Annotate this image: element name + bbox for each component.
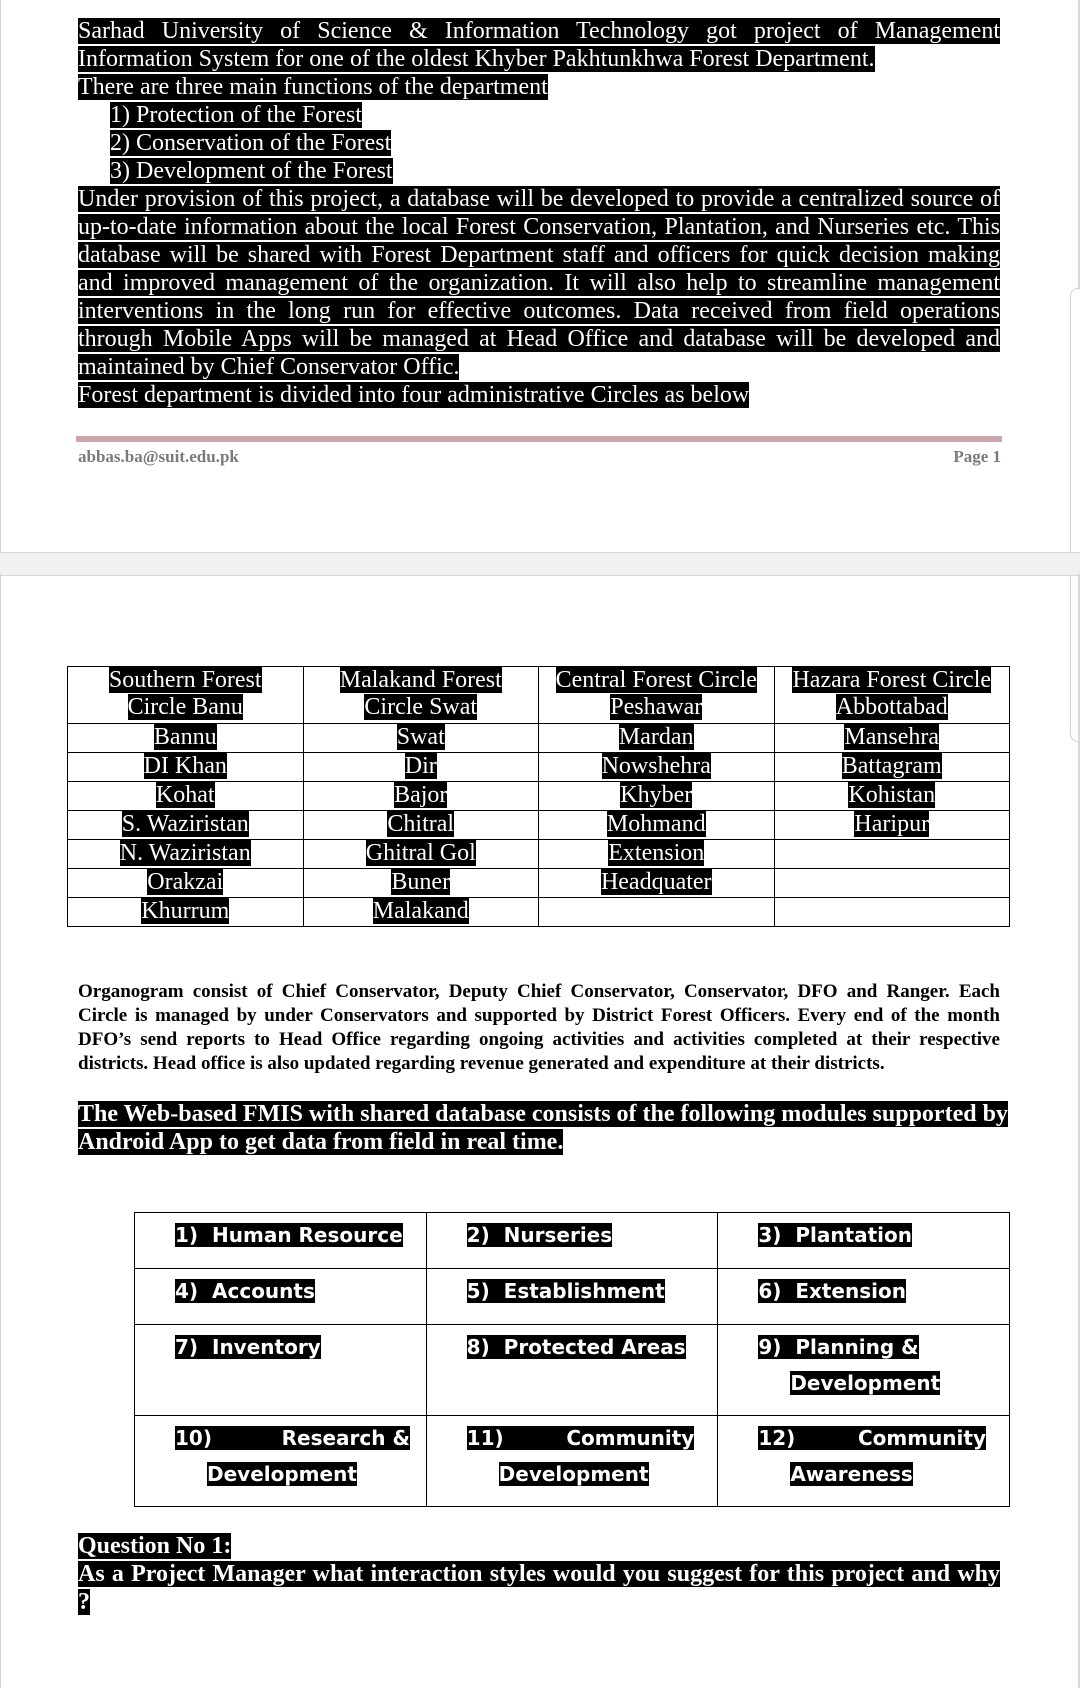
table-cell: Swat <box>303 724 539 753</box>
table-cell: Orakzai <box>68 869 304 898</box>
function-item: 2) Conservation of the Forest <box>110 130 392 156</box>
question-title: Question No 1: <box>78 1533 232 1559</box>
module-cell: 4) Accounts <box>135 1269 427 1325</box>
page-1-left-edge <box>0 0 1 552</box>
table-cell: Bannu <box>68 724 304 753</box>
module-cell: 1) Human Resource <box>135 1213 427 1269</box>
footer-page-number: Page 1 <box>953 447 1001 466</box>
organogram-paragraph: Organogram consist of Chief Conservator, Deputy Chief Conservator, Conservator, DFO and Ranger. Each Circle is managed by under Conservators and supported by District Forest Officers. Every end of the month DFO’s send reports to Head Office regarding ongoing activities and activities completed at their respective districts. Head office is also updated regarding revenue generated and expenditure at their districts. <box>78 981 1000 1074</box>
module-cell: 8) Protected Areas <box>426 1325 718 1416</box>
table-cell: Dir <box>303 753 539 782</box>
table-cell: Battagram <box>774 753 1010 782</box>
module-cell: 11) Community Development <box>426 1416 718 1507</box>
table-row <box>135 1213 1010 1269</box>
table-cell: Mardan <box>539 724 775 753</box>
table-cell <box>539 898 775 927</box>
table-row <box>68 782 1010 811</box>
question-text: As a Project Manager what interaction styles would you suggest for this project and why ? <box>78 1561 1000 1615</box>
circle-header: Central Forest Circle Peshawar <box>539 667 775 724</box>
table-row <box>68 753 1010 782</box>
table-cell: Chitral <box>303 811 539 840</box>
table-cell <box>774 840 1010 869</box>
intro-paragraph: Sarhad University of Science & Information Technology got project of Management Information System for one of the oldest Khyber Pakhtunkhwa Forest Department. <box>78 18 1000 72</box>
modules-heading: The Web-based FMIS with shared database consists of the following modules supported by Android App to get data from field in real time. <box>78 1101 1008 1155</box>
table-header-row <box>68 667 1010 724</box>
table-row <box>68 811 1010 840</box>
table-cell: Ghitral Gol <box>303 840 539 869</box>
module-cell: 5) Establishment <box>426 1269 718 1325</box>
module-cell: 9) Planning & Development <box>718 1325 1010 1416</box>
table-row <box>68 840 1010 869</box>
circle-header: Malakand Forest Circle Swat <box>303 667 539 724</box>
module-cell: 3) Plantation <box>718 1213 1010 1269</box>
module-cell: 7) Inventory <box>135 1325 427 1416</box>
modules-table <box>134 1212 1010 1507</box>
module-cell: 10) Research & Development <box>135 1416 427 1507</box>
footer-rule <box>76 436 1002 442</box>
circle-header: Hazara Forest Circle Abbottabad <box>774 667 1010 724</box>
table-cell: Bajor <box>303 782 539 811</box>
table-row <box>68 898 1010 927</box>
table-row <box>135 1325 1010 1416</box>
page-2-left-edge <box>0 574 1 1688</box>
table-cell: DI Khan <box>68 753 304 782</box>
table-row <box>68 724 1010 753</box>
module-cell: 12) Community Awareness <box>718 1416 1010 1507</box>
table-cell <box>774 898 1010 927</box>
table-cell: Headquater <box>539 869 775 898</box>
function-item: 1) Protection of the Forest <box>110 102 362 128</box>
table-cell: Kohat <box>68 782 304 811</box>
table-cell: Khurrum <box>68 898 304 927</box>
module-cell: 6) Extension <box>718 1269 1010 1325</box>
table-cell: Malakand <box>303 898 539 927</box>
table-cell: Extension <box>539 840 775 869</box>
provision-paragraph: Under provision of this project, a database will be developed to provide a centralized source of up-to-date information about the local Forest Conservation, Plantation, and Nurseries etc. This database will be shared with Forest Department staff and officers for quick decision making and improved management of the organization. It will also help to streamline management interventions in the long run for effective outcomes. Data received from field operations through Mobile Apps will be managed at Head Office and database will be developed and maintained by Chief Conservator Offic. <box>78 186 1000 380</box>
footer-email: abbas.ba@suit.edu.pk <box>78 447 239 466</box>
circle-header: Southern Forest Circle Banu <box>68 667 304 724</box>
table-row <box>68 869 1010 898</box>
table-cell: Kohistan <box>774 782 1010 811</box>
table-cell: Nowshehra <box>539 753 775 782</box>
circles-table <box>67 666 1010 927</box>
table-cell: Mansehra <box>774 724 1010 753</box>
table-cell: Mohmand <box>539 811 775 840</box>
table-cell: N. Waziristan <box>68 840 304 869</box>
page-break <box>0 552 1080 576</box>
table-cell <box>774 869 1010 898</box>
table-cell: Buner <box>303 869 539 898</box>
functions-intro: There are three main functions of the department <box>78 74 548 100</box>
table-cell: S. Waziristan <box>68 811 304 840</box>
module-cell: 2) Nurseries <box>426 1213 718 1269</box>
table-row <box>135 1269 1010 1325</box>
circles-intro: Forest department is divided into four administrative Circles as below <box>78 382 750 408</box>
table-cell: Haripur <box>774 811 1010 840</box>
table-row <box>135 1416 1010 1507</box>
table-cell: Khyber <box>539 782 775 811</box>
function-item: 3) Development of the Forest <box>110 158 393 184</box>
